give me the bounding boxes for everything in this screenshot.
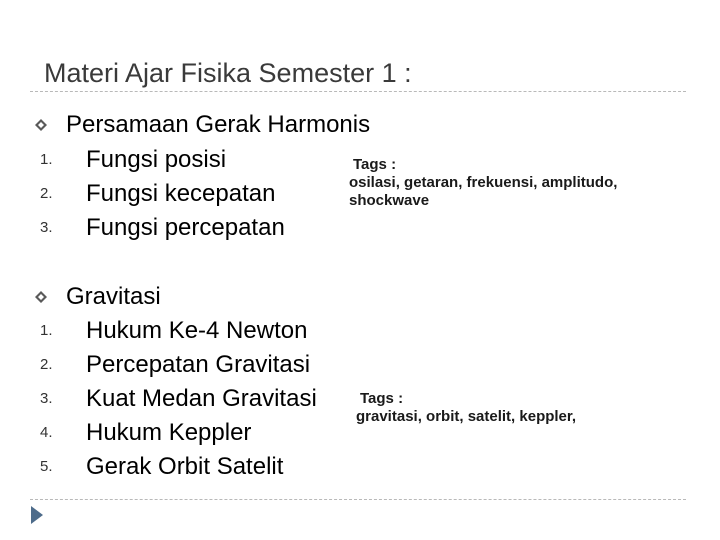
list-number: 2. — [40, 356, 53, 373]
section-heading-label: Persamaan Gerak Harmonis — [66, 111, 371, 138]
play-arrow-icon[interactable] — [30, 505, 44, 530]
list-number: 1. — [40, 151, 53, 168]
tags-line: gravitasi, orbit, satelit, keppler, — [356, 408, 577, 425]
footer-divider — [30, 499, 686, 500]
tags-label: Tags : — [353, 156, 397, 173]
list-number: 3. — [40, 219, 53, 236]
list-item-label: Hukum Keppler — [86, 419, 252, 446]
tags-label: Tags : — [360, 390, 404, 407]
list-item-label: Percepatan Gravitasi — [86, 351, 311, 378]
title-divider — [30, 91, 686, 92]
diamond-bullet-icon — [34, 108, 48, 142]
list-item-label: Fungsi percepatan — [86, 214, 285, 241]
list-number: 3. — [40, 390, 53, 407]
list-number: 2. — [40, 185, 53, 202]
tags-line: shockwave — [349, 192, 430, 209]
diamond-bullet-icon — [34, 280, 48, 314]
tags-block-gravitasi — [356, 390, 576, 426]
list-number: 5. — [40, 458, 53, 475]
section-heading-label: Gravitasi — [66, 283, 161, 310]
list-item-label: Fungsi posisi — [86, 146, 227, 173]
slide-title: Materi Ajar Fisika Semester 1 : — [44, 58, 412, 88]
list-number: 4. — [40, 424, 53, 441]
list-number: 1. — [40, 322, 53, 339]
tags-block-harmonis — [349, 156, 617, 210]
list-item-label: Hukum Ke-4 Newton — [86, 317, 308, 344]
list-item-label: Gerak Orbit Satelit — [86, 453, 284, 480]
list-item-label: Kuat Medan Gravitasi — [86, 385, 317, 412]
tags-line: osilasi, getaran, frekuensi, amplitudo, — [349, 174, 618, 191]
list-item-label: Fungsi kecepatan — [86, 180, 276, 207]
